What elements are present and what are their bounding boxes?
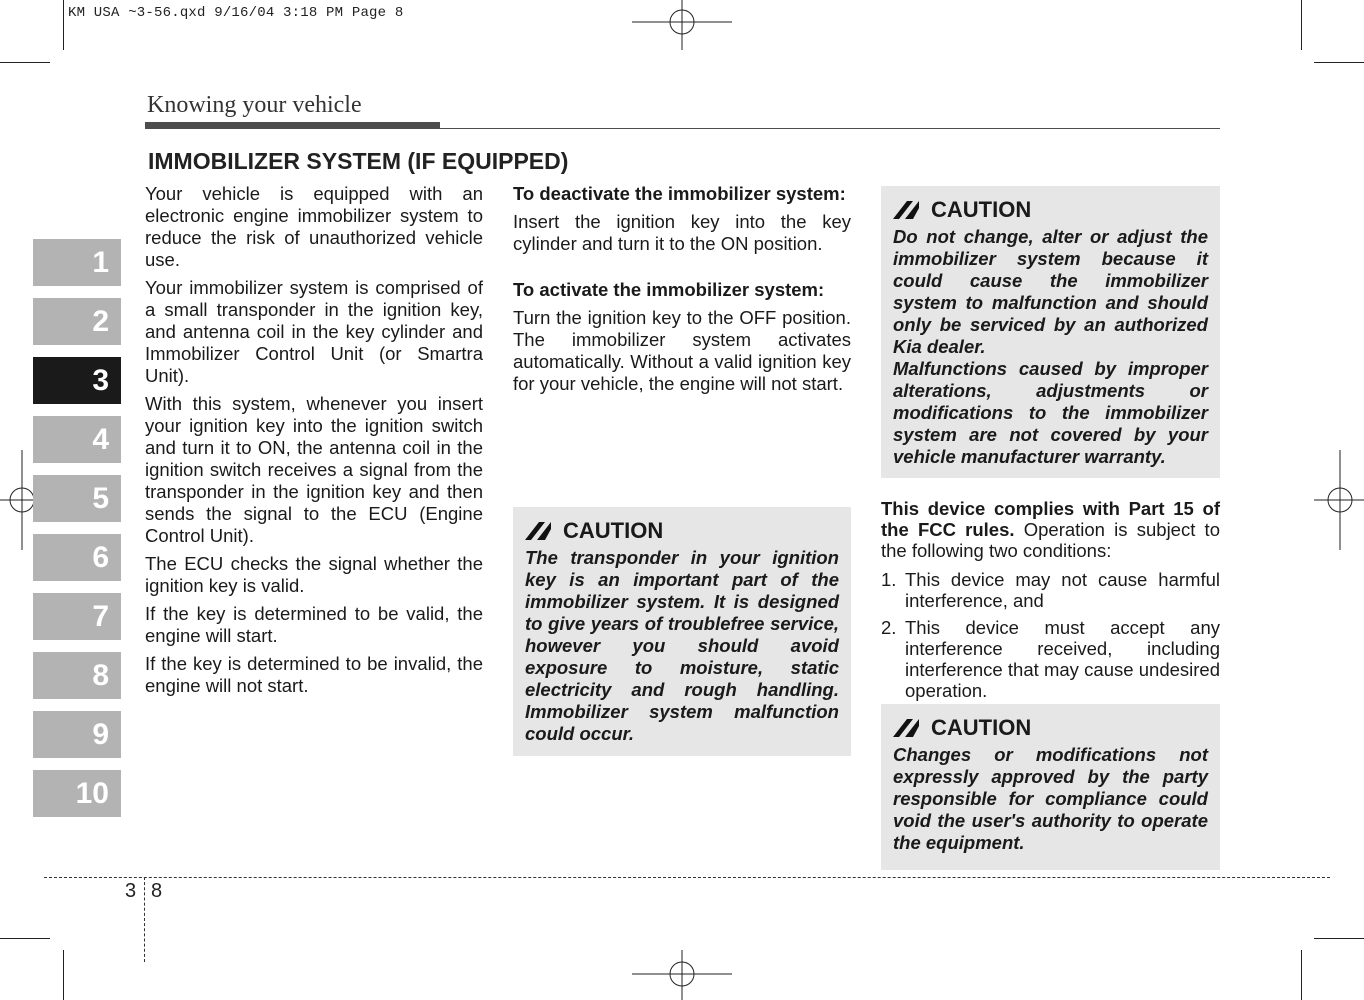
page-number: 8 xyxy=(151,880,163,902)
footer-divider xyxy=(144,877,145,962)
chapter-tab-2[interactable]: 2 xyxy=(33,298,121,345)
caution-icon xyxy=(893,201,919,219)
caution-text: Changes or modifications not expressly approved by the party responsible for compliance could void the user's authority to operate the equipment. xyxy=(893,744,1208,853)
section-header: Knowing your vehicle xyxy=(147,92,362,118)
paragraph: The ECU checks the signal whether the ignition key is valid. xyxy=(145,553,483,596)
paragraph: Your immobilizer system is comprised of a small transponder in the ignition key, and antenna coil in the key cylinder and Immobilizer Control Unit (or Smartra Unit). xyxy=(145,277,483,386)
fcc-text: Operation is subject to the following two conditions: xyxy=(881,519,1220,561)
activate-heading: To activate the immobilizer system: xyxy=(513,279,825,300)
fcc-notice xyxy=(881,498,1220,701)
print-slug: KM USA ~3-56.qxd 9/16/04 3:18 PM Page 8 xyxy=(68,5,404,21)
registration-mark-right xyxy=(1314,450,1364,550)
deactivate-heading: To deactivate the immobilizer system: xyxy=(513,183,846,204)
registration-mark-bottom xyxy=(632,950,732,1000)
caution-box-transponder xyxy=(513,507,851,756)
registration-mark-top xyxy=(632,0,732,50)
fcc-conditions xyxy=(881,569,1220,701)
list-item xyxy=(881,569,1220,611)
paragraph: If the key is determined to be valid, the engine will start. xyxy=(145,603,483,646)
list-number: 1. xyxy=(881,569,897,590)
caution-box-alteration xyxy=(881,186,1220,478)
paragraph: With this system, whenever you insert your ignition key into the ignition switch and turn it to ON, the antenna coil in the ignition switch receives a signal from the transponder in the ignition key and then sends the signal to the ECU (Engine Control Unit). xyxy=(145,393,483,546)
caution-icon xyxy=(525,522,551,540)
paragraph: If the key is determined to be invalid, the engine will not start. xyxy=(145,653,483,696)
page-title: IMMOBILIZER SYSTEM (IF EQUIPPED) xyxy=(148,148,569,174)
footer-rule xyxy=(44,877,1330,878)
deactivate-text: Insert the ignition key into the key cylinder and turn it to the ON position. xyxy=(513,211,851,254)
list-text: This device must accept any interference received, including interference that may cause undesired operation. xyxy=(905,617,1220,701)
column-procedures xyxy=(513,183,851,401)
caution-text: The transponder in your ignition key is an important part of the immobilizer system. It is designed to give years of troublefree service, however you should avoid exposure to moisture, static electricity and rough handling. Immobilizer system malfunction could occur. xyxy=(525,547,839,744)
header-rule-thin xyxy=(440,128,1220,129)
caution-box-fcc xyxy=(881,704,1220,870)
activate-text: Turn the ignition key to the OFF position. The immobilizer system activates automatically. Without a valid ignition key for your vehicle, the engine will not start. xyxy=(513,307,851,394)
chapter-tab-10[interactable]: 10 xyxy=(33,770,121,817)
caution-text: Do not change, alter or adjust the immobilizer system because it could cause the immobilizer system to malfunction and should only be serviced by an authorized Kia dealer. xyxy=(893,226,1208,357)
column-intro xyxy=(145,183,483,703)
chapter-tab-1[interactable]: 1 xyxy=(33,239,121,286)
chapter-tab-7[interactable]: 7 xyxy=(33,593,121,640)
caution-title: CAUTION xyxy=(931,715,1032,740)
chapter-tab-5[interactable]: 5 xyxy=(33,475,121,522)
chapter-tab-4[interactable]: 4 xyxy=(33,416,121,463)
chapter-tab-6[interactable]: 6 xyxy=(33,534,121,581)
list-item xyxy=(881,617,1220,701)
chapter-tab-9[interactable]: 9 xyxy=(33,711,121,758)
list-number: 2. xyxy=(881,617,897,638)
paragraph: Your vehicle is equipped with an electronic engine immobilizer system to reduce the risk of unauthorized vehicle use. xyxy=(145,183,483,270)
chapter-tab-3[interactable]: 3 xyxy=(33,357,121,404)
fcc-heading: This device complies with Part 15 of the FCC rules. xyxy=(881,498,1220,540)
chapter-number: 3 xyxy=(125,880,137,902)
chapter-tab-8[interactable]: 8 xyxy=(33,652,121,699)
list-text: This device may not cause harmful interference, and xyxy=(905,569,1220,611)
caution-text: Malfunctions caused by improper alterations, adjustments or modifications to the immobilizer system are not covered by your vehicle manufacturer warranty. xyxy=(893,358,1208,467)
header-rule-thick xyxy=(145,122,440,129)
caution-icon xyxy=(893,719,919,737)
caution-title: CAUTION xyxy=(931,197,1032,222)
caution-title: CAUTION xyxy=(563,518,664,543)
